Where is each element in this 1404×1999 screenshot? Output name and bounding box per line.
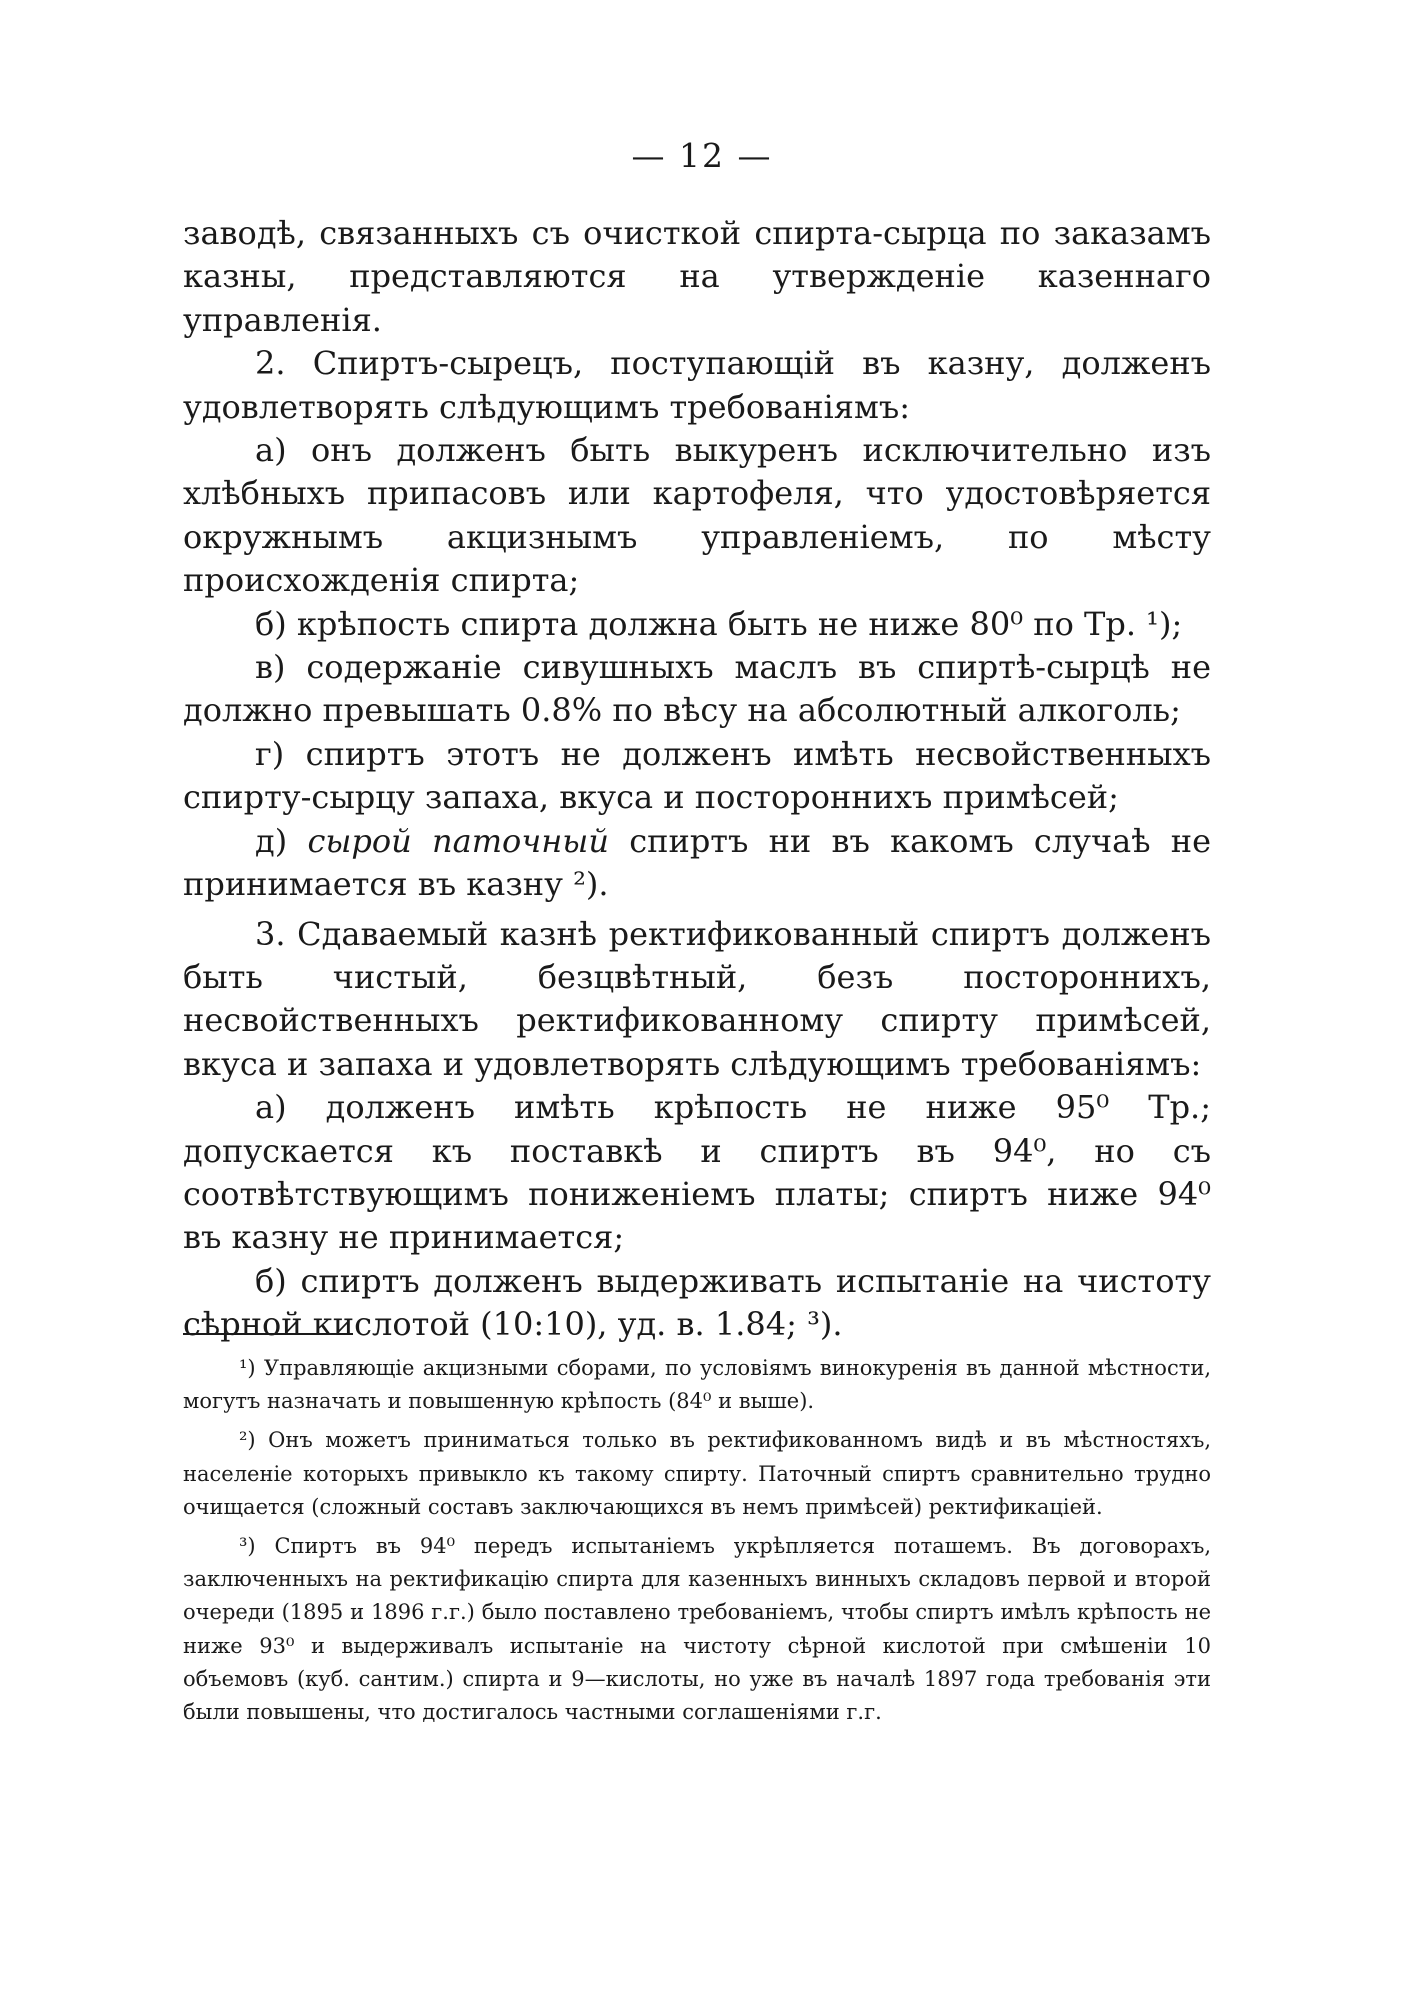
clause-2d-rest: спиртъ ни въ какомъ случаѣ не принимается въ казну ²). <box>183 821 1212 904</box>
clause-2g: г) спиртъ этотъ не долженъ имѣть несвойственныхъ спирту-сырцу запаха, вкуса и постороннихъ примѣсей; <box>183 734 1211 817</box>
clause-2b: б) крѣпость спирта должна быть не ниже 80⁰ по Тр. ¹); <box>255 604 1183 643</box>
paragraph-section-3: 3. Сдаваемый казнѣ ректификованный спиртъ долженъ быть чистый, безцвѣтный, безъ постороннихъ, несвойственныхъ ректификованному спирту примѣсей, вкуса и запаха и удовлетворять слѣдующимъ требованіямъ: <box>183 914 1211 1083</box>
footnote-2: ²) Онъ можетъ приниматься только въ ректификованномъ видѣ и въ мѣстностяхъ, населеніе которыхъ привыкло къ такому спирту. Паточный спиртъ сравнительно трудно очищается (сложный составъ заключающихся въ немъ примѣсей) ректификаціей. <box>183 1428 1211 1519</box>
page-number: — 12 — <box>631 136 773 175</box>
footnote-3: ³) Спиртъ въ 94⁰ передъ испытаніемъ укрѣпляется поташемъ. Въ договорахъ, заключенныхъ на ректификацію спирта для казенныхъ винныхъ складовъ первой и второй очереди (1895 и 1896 г.г.) было поставлено требованіемъ, чтобы спиртъ имѣлъ крѣпость не ниже 93⁰ и выдерживалъ испытаніе на чистоту сѣрной кислотой при смѣшеніи 10 объемовъ (куб. сантим.) спирта и 9—кислоты, но уже въ началѣ 1897 года требованія эти были повышены, что достигалось частными соглашеніями г.г. <box>183 1534 1211 1725</box>
main-text <box>183 212 1211 1347</box>
paragraph-section-2: 2. Спиртъ-сырецъ, поступающій въ казну, долженъ удовлетворять слѣдующимъ требованіямъ: <box>183 344 1211 426</box>
clause-2v: в) содержаніе сивушныхъ маслъ въ спиртѣ-сырцѣ не должно превышать 0.8% по вѣсу на абсолютный алкоголь; <box>183 648 1211 730</box>
footnotes <box>183 1352 1211 1729</box>
clause-2a: а) онъ долженъ быть выкуренъ исключительно изъ хлѣбныхъ припасовъ или картофеля, что удостовѣряется окружнымъ акцизнымъ управленіемъ, по мѣсту происхожденія спирта; <box>183 431 1211 600</box>
clause-3a: а) долженъ имѣть крѣпость не ниже 95⁰ Тр.; допускается къ поставкѣ и спиртъ въ 94⁰, но съ соотвѣтствующимъ пониженіемъ платы; спиртъ ниже 94⁰ въ казну не принимается; <box>183 1088 1211 1257</box>
footnote-1: ¹) Управляющіе акцизными сборами, по условіямъ винокуренія въ данной мѣстности, могутъ назначать и повышенную крѣпость (84⁰ и выше). <box>183 1356 1211 1414</box>
clause-2d-prefix: д) <box>255 821 288 860</box>
clause-2d <box>183 820 1211 907</box>
paragraph-continuation: заводѣ, связанныхъ съ очисткой спирта-сырца по заказамъ казны, представляются на утвержденіе казеннаго управленія. <box>183 214 1211 339</box>
footnote-divider <box>183 1333 353 1335</box>
clause-3b: б) спиртъ долженъ выдерживать испытаніе на чистоту сѣрной кислотой (10:10), уд. в. 1.84; ³). <box>183 1261 1211 1344</box>
clause-2d-emphasis: сырой паточный <box>307 821 609 860</box>
